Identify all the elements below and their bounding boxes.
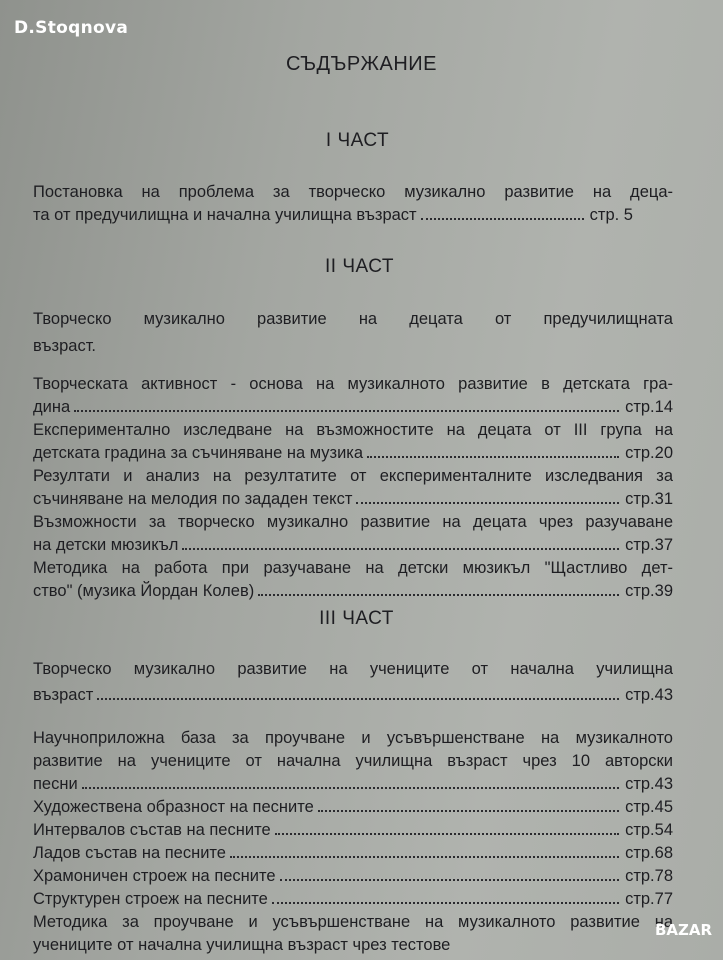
dot-leader — [74, 410, 619, 412]
page-number: стр.54 — [625, 821, 673, 839]
page-number: стр.43 — [625, 775, 673, 793]
dot-leader — [421, 218, 584, 220]
page-number: стр.14 — [625, 398, 673, 416]
page-number: стр. 5 — [589, 206, 633, 224]
toc-entry-line: Научноприложна база за проучване и усъвършенстване на музикалното — [33, 729, 673, 747]
page-number: стр.77 — [625, 890, 673, 908]
section-intro-line: Творческо музикално развитие на учениците от начална училищна — [33, 660, 673, 678]
toc-entry-line: та от предучилищна и начална училищна възраст — [33, 206, 417, 224]
toc-entry-line: песни — [33, 775, 78, 793]
toc-entry — [33, 865, 673, 888]
dot-leader — [258, 594, 619, 596]
dot-leader — [356, 502, 619, 504]
toc-entry-line: Храмоничен строеж на песните — [33, 867, 276, 885]
toc-entry-line: Интервалов състав на песните — [33, 821, 271, 839]
toc-entry — [33, 796, 673, 819]
toc-entry-line: на детски мюзикъл — [33, 536, 179, 554]
toc-entry — [33, 419, 673, 465]
page-number: стр.45 — [625, 798, 673, 816]
page-number: стр.43 — [625, 686, 673, 704]
section-intro-line: възраст — [33, 686, 94, 704]
dot-leader — [318, 810, 619, 812]
page-number: стр.31 — [625, 490, 673, 508]
dot-leader — [272, 902, 619, 904]
toc-entry — [33, 373, 673, 419]
toc-entry — [33, 557, 673, 603]
toc-entry-line: Експериментално изследване на възможностите на децата от III група на — [33, 421, 673, 439]
section-intro-line: Творческо музикално развитие на децата от предучилищната — [33, 310, 673, 328]
toc-entry — [33, 888, 673, 911]
toc-entry-line: Постановка на проблема за творческо музикално развитие на деца- — [33, 183, 673, 201]
section-intro — [33, 656, 673, 708]
toc-entry-line: съчиняване на мелодия по зададен текст — [33, 490, 353, 508]
part1-heading: I ЧАСТ — [325, 130, 390, 151]
dot-leader — [280, 879, 620, 881]
toc-entry-line: Структурен строеж на песните — [33, 890, 268, 908]
toc-entry-line: Методика за проучване и усъвършенстване на музикалното развитие на — [33, 913, 673, 931]
toc-entry — [33, 842, 673, 865]
toc-entry — [33, 727, 673, 796]
dot-leader — [182, 548, 619, 550]
toc-entry — [33, 511, 673, 557]
toc-entry — [33, 465, 673, 511]
page-number: стр.20 — [625, 444, 673, 462]
toc-entry-line: Ладов състав на песните — [33, 844, 226, 862]
toc-entry-line: ство" (музика Йордан Колев) — [33, 582, 255, 600]
toc-entry-line: Методика на работа при разучаване на детски мюзикъл "Щастливо дет- — [33, 559, 673, 577]
marketplace-badge: BAZАR — [655, 921, 713, 939]
toc-entry-line: детската градина за съчиняване на музика — [33, 444, 364, 462]
page-number: стр.78 — [625, 867, 673, 885]
part3-heading: III ЧАСТ — [319, 608, 394, 629]
toc-entry-line: дина — [33, 398, 71, 416]
section-intro-line: възраст. — [33, 337, 97, 355]
page-number: стр.68 — [625, 844, 673, 862]
page-title: СЪДЪРЖАНИЕ — [285, 53, 438, 75]
dot-leader — [82, 787, 619, 789]
page-number: стр.37 — [625, 536, 673, 554]
toc-entry — [33, 819, 673, 842]
dot-leader — [367, 456, 619, 458]
page-number: стр.39 — [625, 582, 673, 600]
dot-leader — [275, 833, 619, 835]
toc-entry-line: Възможности за творческо музикално развитие на децата чрез разучаване — [33, 513, 673, 531]
section-intro — [33, 306, 673, 360]
toc-entry-line: учениците от начална училищна възраст чрез тестове — [33, 936, 451, 954]
toc-entry-line: Творческата активност - основа на музикалното развитие в детската гра- — [33, 375, 673, 393]
toc-entry-list — [33, 796, 673, 911]
dot-leader — [97, 698, 619, 700]
toc-entry-line: Резултати и анализ на резултатите от експерименталните изследвания за — [33, 467, 673, 485]
dot-leader — [230, 856, 619, 858]
toc-entry — [33, 181, 673, 227]
toc-entry-line: Художествена образност на песните — [33, 798, 314, 816]
watermark: D.Stoqnova — [14, 18, 129, 38]
toc-entry-line: развитие на учениците от начална училищна възраст чрез 10 авторски — [33, 752, 673, 770]
toc-entry — [33, 911, 673, 957]
part2-heading: II ЧАСТ — [325, 256, 394, 277]
